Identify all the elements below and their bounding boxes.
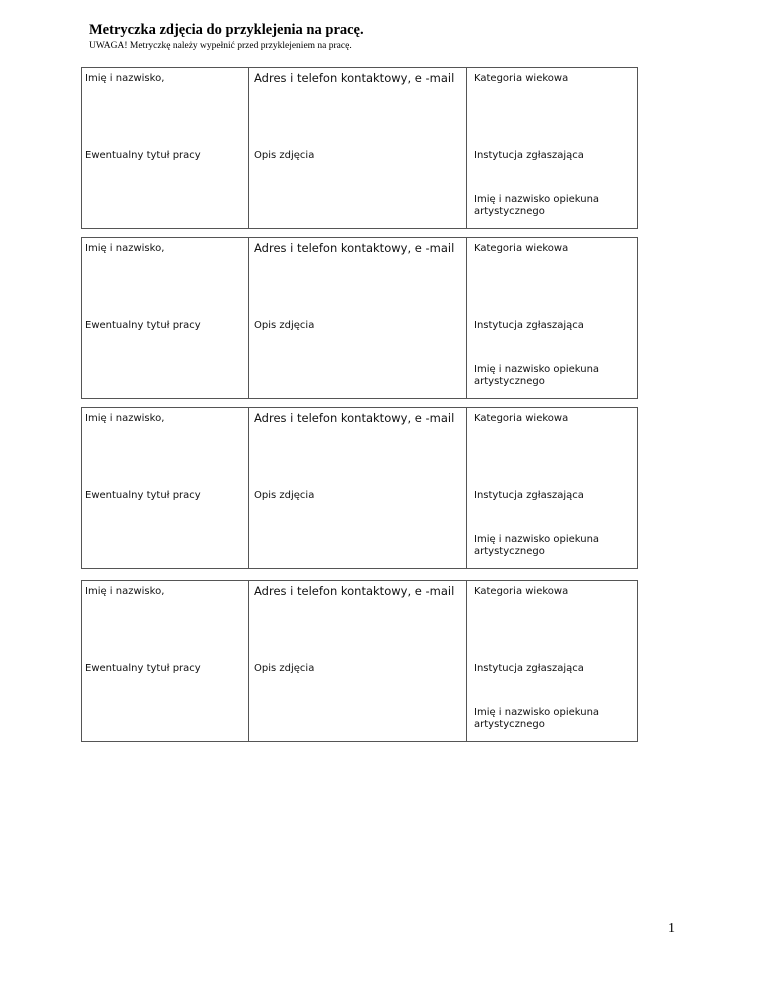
warning-note: UWAGA! Metryczkę należy wypełnić przed przyklejeniem na pracę.: [89, 41, 352, 51]
mentor-field-label: Imię i nazwisko opiekuna artystycznego: [474, 534, 600, 557]
name-field-label: Imię i nazwisko,: [85, 73, 165, 84]
column-divider: [466, 408, 467, 568]
photo-label-card: [81, 237, 638, 399]
mentor-field-label: Imię i nazwisko opiekuna artystycznego: [474, 707, 600, 730]
age-category-field-label: Kategoria wiekowa: [474, 243, 569, 254]
work-title-field-label: Ewentualny tytuł pracy: [85, 320, 201, 331]
institution-field-label: Instytucja zgłaszająca: [474, 150, 584, 161]
column-divider: [248, 68, 249, 228]
column-divider: [248, 581, 249, 741]
name-field-label: Imię i nazwisko,: [85, 243, 165, 254]
column-divider: [466, 581, 467, 741]
column-divider: [466, 238, 467, 398]
age-category-field-label: Kategoria wiekowa: [474, 586, 569, 597]
institution-field-label: Instytucja zgłaszająca: [474, 320, 584, 331]
column-divider: [248, 238, 249, 398]
column-divider: [248, 408, 249, 568]
page-title: Metryczka zdjęcia do przyklejenia na pracę.: [89, 22, 364, 38]
photo-description-field-label: Opis zdjęcia: [254, 663, 315, 674]
institution-field-label: Instytucja zgłaszająca: [474, 490, 584, 501]
work-title-field-label: Ewentualny tytuł pracy: [85, 490, 201, 501]
photo-label-card: [81, 67, 638, 229]
work-title-field-label: Ewentualny tytuł pracy: [85, 663, 201, 674]
age-category-field-label: Kategoria wiekowa: [474, 413, 569, 424]
mentor-field-label: Imię i nazwisko opiekuna artystycznego: [474, 194, 600, 217]
page-number: 1: [668, 921, 675, 936]
name-field-label: Imię i nazwisko,: [85, 586, 165, 597]
mentor-field-label: Imię i nazwisko opiekuna artystycznego: [474, 364, 600, 387]
column-divider: [466, 68, 467, 228]
photo-description-field-label: Opis zdjęcia: [254, 490, 315, 501]
address-field-label: Adres i telefon kontaktowy, e -mail: [254, 241, 455, 255]
photo-description-field-label: Opis zdjęcia: [254, 150, 315, 161]
name-field-label: Imię i nazwisko,: [85, 413, 165, 424]
photo-label-card: [81, 407, 638, 569]
institution-field-label: Instytucja zgłaszająca: [474, 663, 584, 674]
address-field-label: Adres i telefon kontaktowy, e -mail: [254, 411, 455, 425]
work-title-field-label: Ewentualny tytuł pracy: [85, 150, 201, 161]
address-field-label: Adres i telefon kontaktowy, e -mail: [254, 584, 455, 598]
photo-label-card: [81, 580, 638, 742]
photo-description-field-label: Opis zdjęcia: [254, 320, 315, 331]
age-category-field-label: Kategoria wiekowa: [474, 73, 569, 84]
address-field-label: Adres i telefon kontaktowy, e -mail: [254, 71, 455, 85]
